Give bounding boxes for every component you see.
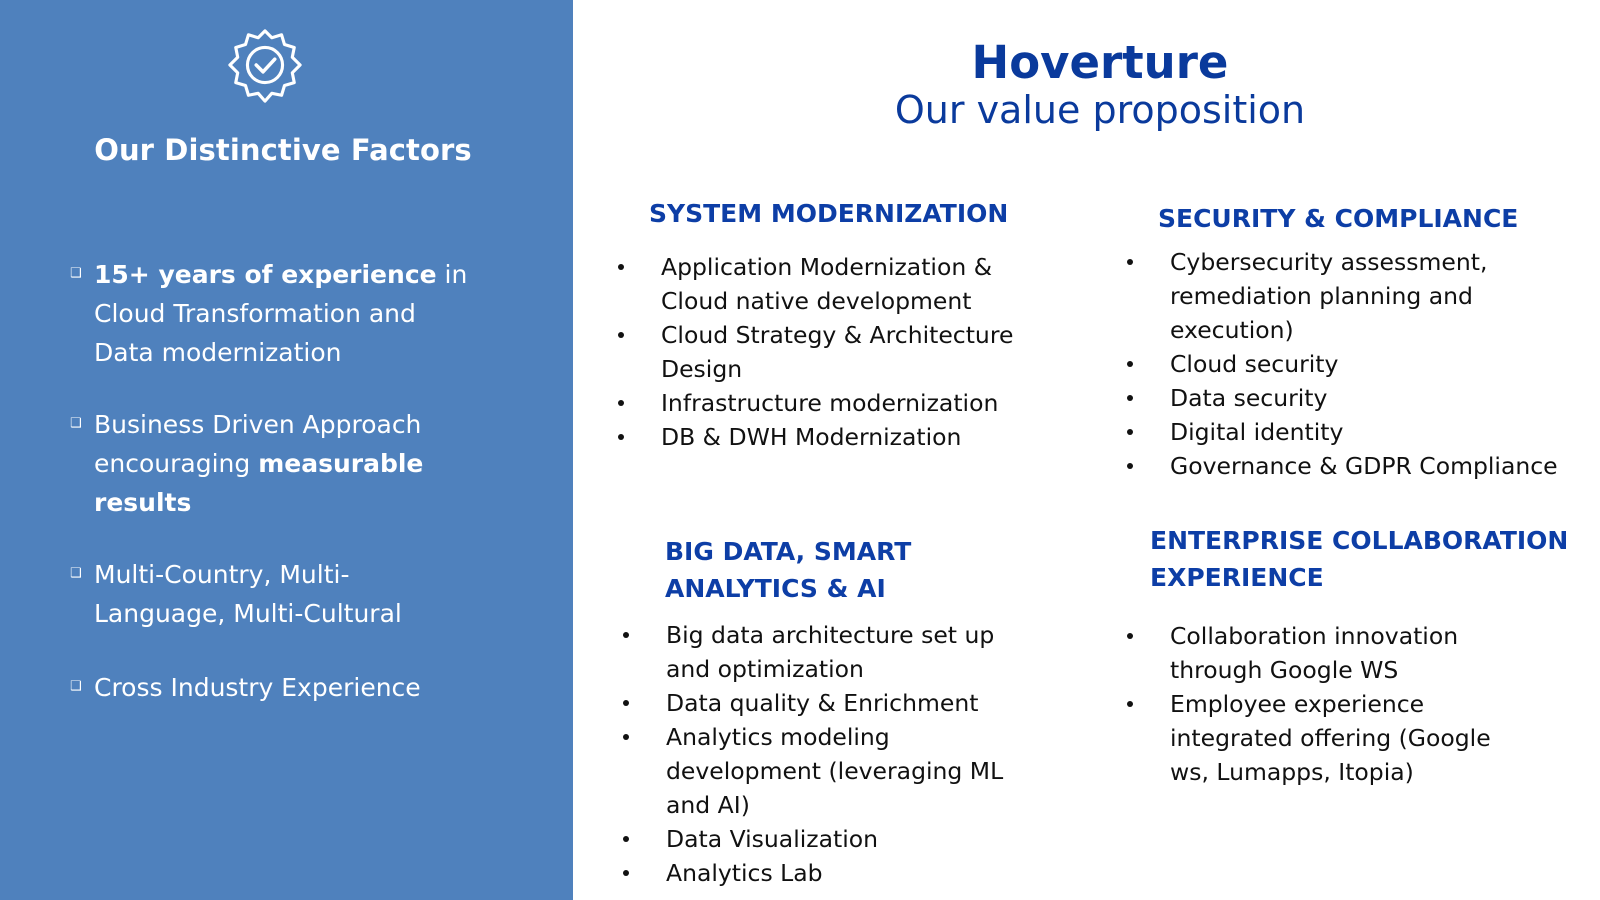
list-item: Application Modernization & Cloud native development bbox=[618, 250, 1013, 318]
list-item: DB & DWH Modernization bbox=[618, 420, 1013, 454]
factor-text: Language, Multi-Cultural bbox=[94, 599, 402, 629]
enterprise-collaboration-title: ENTERPRISE COLLABORATION EXPERIENCE bbox=[1150, 526, 1569, 592]
brand-title: Hoverture bbox=[971, 36, 1229, 89]
brand-subtitle: Our value proposition bbox=[894, 88, 1306, 132]
list-item: Cloud Strategy & Architecture Design bbox=[618, 318, 1013, 386]
list-item: Data quality & Enrichment bbox=[623, 686, 1003, 720]
factor-text: in bbox=[436, 260, 468, 289]
factor-text: Business Driven Approach bbox=[94, 410, 422, 439]
factor-text: encouraging bbox=[94, 449, 259, 479]
list-item: Data Visualization bbox=[623, 822, 1003, 856]
factor-item bbox=[70, 256, 540, 372]
system-modernization-title: SYSTEM MODERNIZATION bbox=[649, 199, 1009, 228]
list-item: Digital identity bbox=[1127, 415, 1558, 449]
factor-text: Data modernization bbox=[94, 337, 342, 367]
list-item: Data security bbox=[1127, 381, 1558, 415]
list-item: Cloud security bbox=[1127, 347, 1558, 381]
factor-highlight: results bbox=[94, 487, 192, 517]
list-item: Big data architecture set up and optimization bbox=[623, 618, 1003, 686]
list-item: Analytics modeling development (leveraging ML and AI) bbox=[623, 720, 1003, 822]
verified-badge-icon bbox=[226, 27, 304, 105]
checkbox-bullet-icon: ❑ bbox=[70, 565, 82, 581]
list-item: Collaboration innovation through Google WS bbox=[1127, 619, 1491, 687]
security-compliance-title: SECURITY & COMPLIANCE bbox=[1158, 204, 1519, 233]
factor-highlight: measurable bbox=[258, 449, 424, 479]
checkbox-bullet-icon: ❑ bbox=[70, 678, 82, 694]
big-data-title: BIG DATA, SMART ANALYTICS & AI bbox=[665, 537, 912, 603]
factor-highlight: 15+ years of experience bbox=[94, 260, 437, 289]
factor-text: Cloud Transformation and bbox=[94, 299, 416, 329]
distinctive-factors-title: Our Distinctive Factors bbox=[94, 133, 472, 167]
enterprise-collaboration-list bbox=[1127, 619, 1491, 789]
list-item: Infrastructure modernization bbox=[618, 386, 1013, 420]
list-item: Cybersecurity assessment, remediation planning and execution) bbox=[1127, 245, 1558, 347]
list-item: Analytics Lab bbox=[623, 856, 1003, 890]
security-compliance-list bbox=[1127, 245, 1558, 483]
list-item: Employee experience integrated offering (Google ws, Lumapps, Itopia) bbox=[1127, 687, 1491, 789]
left-panel bbox=[0, 0, 573, 900]
checkbox-bullet-icon: ❑ bbox=[70, 415, 82, 431]
factor-item bbox=[70, 556, 540, 634]
factor-text: Multi-Country, Multi- bbox=[94, 560, 350, 589]
list-item: Governance & GDPR Compliance bbox=[1127, 449, 1558, 483]
factor-item bbox=[70, 406, 540, 522]
factor-item bbox=[70, 669, 540, 708]
big-data-list bbox=[623, 618, 1003, 890]
system-modernization-list bbox=[618, 250, 1013, 454]
factor-text: Cross Industry Experience bbox=[94, 673, 421, 702]
checkbox-bullet-icon: ❑ bbox=[70, 265, 82, 281]
